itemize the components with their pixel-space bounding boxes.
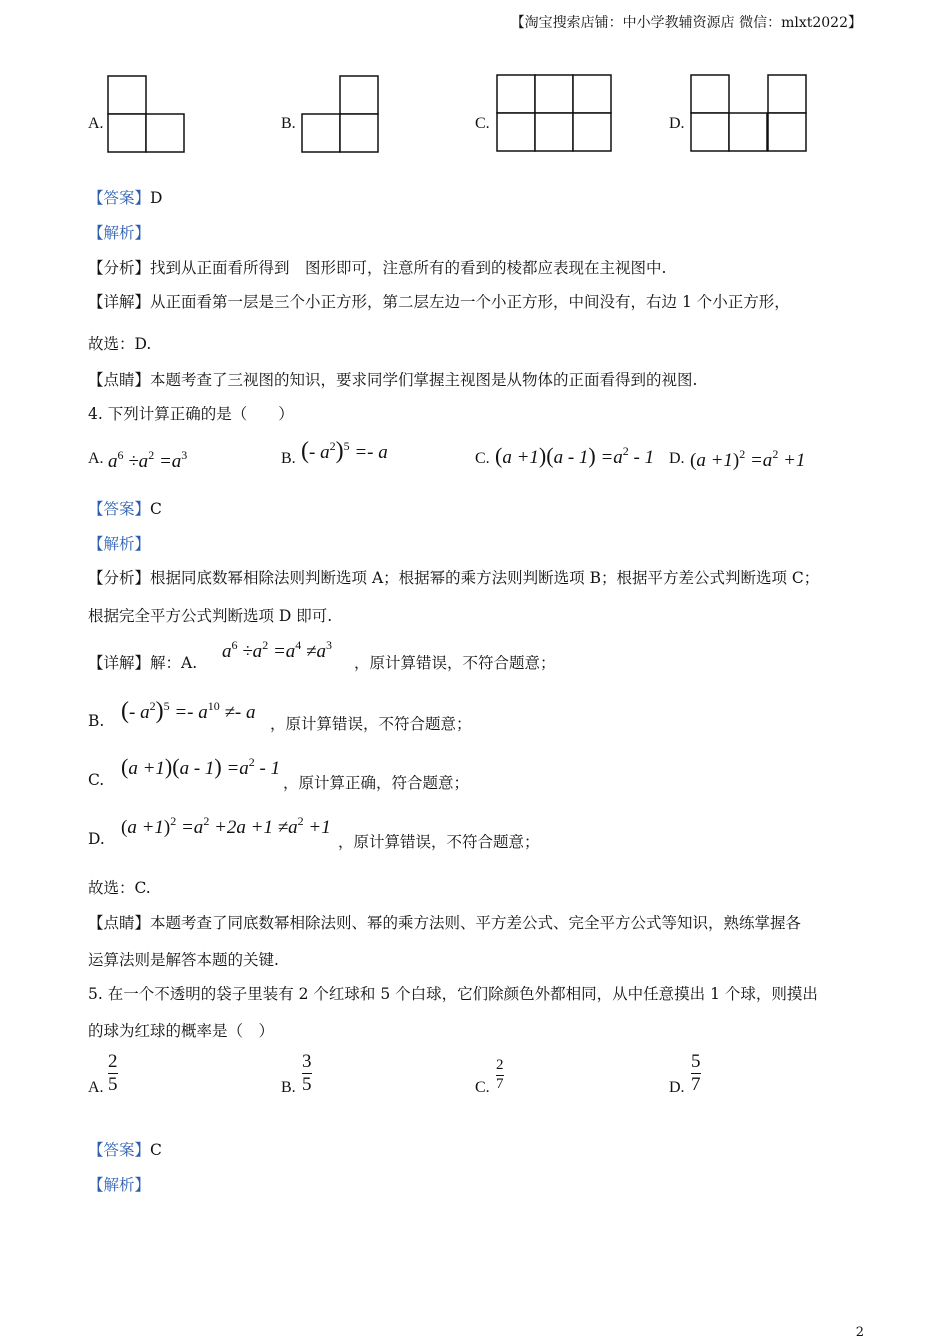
q5-option-c-fraction — [496, 1058, 504, 1093]
q4-xiangjie-d-note: ，原计算错误，不符合题意； — [338, 833, 540, 851]
fenxi-tag: 【分析】 — [88, 569, 151, 587]
q4-xiangjie-b-formula: (- $a^2)^5 =- a^{10} \ne- a$ — [121, 698, 256, 724]
q3-answer — [88, 186, 162, 208]
xiangjie-tag: 【详解】 — [88, 293, 151, 311]
q3-option-d-figure — [690, 74, 809, 153]
q4-analysis-tag: 【解析】 — [88, 535, 151, 553]
q4-xiangjie-a-note: ，原计算错误，不符合题意； — [354, 654, 556, 672]
q3-option-a-figure — [107, 75, 187, 153]
q5-option-a-label: A. — [88, 1079, 104, 1096]
fenxi-text: 找到从正面看所得到 图形即可，注意所有的看到的棱都应表现在主视图中. — [150, 259, 667, 277]
q4-dianjing-line2: 运算法则是解答本题的关键. — [88, 951, 279, 969]
q3-xiangjie — [88, 290, 790, 312]
denominator: 7 — [691, 1073, 701, 1095]
q4-option-d-formula: $(a +1)^2 =a^2 +1$ — [690, 447, 806, 471]
xiangjie-a-prefix: 解：A. — [150, 654, 198, 672]
dianjing-tag: 【点睛】 — [88, 914, 151, 932]
numerator: 5 — [691, 1051, 701, 1072]
page-number: 2 — [855, 1325, 864, 1340]
denominator: 5 — [302, 1073, 312, 1095]
q5-stem-line1: 5. 在一个不透明的袋子里装有 2 个红球和 5 个白球，它们除颜色外都相同，从中任意摸出 1 个球，则摸出 — [88, 985, 818, 1003]
numerator: 2 — [496, 1057, 504, 1073]
q3-fenxi — [88, 256, 666, 278]
q4-xiangjie-a-formula: $a^6 \div a^2 =a^4 \ne a^3$ — [222, 638, 332, 662]
dianjing-tag: 【点睛】 — [88, 371, 151, 389]
answer-value: D — [150, 189, 163, 207]
answer-tag: 【答案】 — [88, 500, 151, 518]
q5-option-a-fraction — [108, 1052, 118, 1095]
q5-answer — [88, 1138, 162, 1160]
q5-option-b-label: B. — [281, 1079, 296, 1096]
q5-option-b-fraction — [302, 1052, 312, 1095]
q4-xiangjie-a — [88, 651, 197, 673]
q4-xiangjie-c-formula: $(a +1)(a - 1) =a^2 - 1$ — [121, 754, 281, 779]
denominator: 5 — [108, 1073, 118, 1095]
fenxi-tag: 【分析】 — [88, 259, 151, 277]
q4-option-a-formula: $a^6 \div a^2 =a^3$ — [108, 448, 188, 472]
q3-option-c-figure — [496, 74, 614, 153]
q4-xiangjie-d-label: D. — [88, 830, 105, 848]
q4-xiangjie-c-note: ，原计算正确，符合题意； — [283, 774, 470, 792]
q4-guxuan: 故选：C. — [88, 879, 151, 897]
q4-fenxi-line2: 根据完全平方公式判断选项 D 即可. — [88, 607, 333, 625]
q4-xiangjie-b-note: ，原计算错误，不符合题意； — [270, 715, 472, 733]
q5-option-c-label: C. — [475, 1079, 490, 1096]
q4-stem: 4. 下列计算正确的是（ ） — [88, 405, 294, 423]
denominator: 7 — [496, 1075, 504, 1092]
q5-stem-line2: 的球为红球的概率是（ ） — [88, 1022, 275, 1040]
fenxi-text: 根据同底数幂相除法则判断选项 A；根据幂的乘方法则判断选项 B；根据平方差公式判断选项 C； — [150, 569, 820, 587]
dianjing-text: 本题考查了三视图的知识，要求同学们掌握主视图是从物体的正面看得到的视图. — [150, 371, 698, 389]
q4-option-b-label: B. — [281, 450, 296, 467]
xiangjie-tag: 【详解】 — [88, 654, 151, 672]
q3-option-d-label: D. — [669, 115, 685, 132]
q3-option-b-figure — [301, 75, 381, 153]
page-header: 【淘宝搜索店铺：中小学教辅资源店 微信：mlxt2022】 — [510, 15, 862, 31]
answer-tag: 【答案】 — [88, 1141, 151, 1159]
dianjing-text: 本题考查了同底数幂相除法则、幂的乘方法则、平方差公式、完全平方公式等知识，熟练掌握各 — [150, 914, 802, 932]
q3-option-a-label: A. — [88, 115, 104, 132]
q5-option-d-label: D. — [669, 1079, 685, 1096]
q4-option-b-formula: (- $a^2)^5 =- a$ — [301, 438, 388, 464]
q3-analysis-tag: 【解析】 — [88, 224, 151, 242]
q4-xiangjie-c-label: C. — [88, 771, 105, 789]
q4-answer — [88, 497, 162, 519]
numerator: 3 — [302, 1051, 312, 1072]
q4-xiangjie-d-formula: $(a +1)^2 =a^2 +2a +1 \ne a^2 +1$ — [121, 814, 331, 838]
q4-option-c-label: C. — [475, 450, 490, 467]
q4-option-d-label: D. — [669, 450, 685, 467]
q4-option-a-label: A. — [88, 450, 104, 467]
answer-tag: 【答案】 — [88, 189, 151, 207]
q3-guxuan: 故选：D. — [88, 335, 152, 353]
answer-value: C — [150, 1141, 162, 1159]
q4-fenxi-line1 — [88, 566, 819, 588]
numerator: 2 — [108, 1051, 118, 1072]
q4-dianjing-line1 — [88, 911, 801, 933]
q4-option-c-formula: $(a +1)(a - 1) =a^2 - 1$ — [495, 443, 655, 468]
q4-xiangjie-b-label: B. — [88, 712, 105, 730]
xiangjie-text: 从正面看第一层是三个小正方形，第二层左边一个小正方形，中间没有，右边 1 个小正方形， — [150, 293, 790, 311]
q5-option-d-fraction — [691, 1052, 701, 1095]
answer-value: C — [150, 500, 162, 518]
q3-option-b-label: B. — [281, 115, 296, 132]
q5-analysis-tag: 【解析】 — [88, 1176, 151, 1194]
q3-option-c-label: C. — [475, 115, 490, 132]
q3-dianjing — [88, 368, 697, 390]
